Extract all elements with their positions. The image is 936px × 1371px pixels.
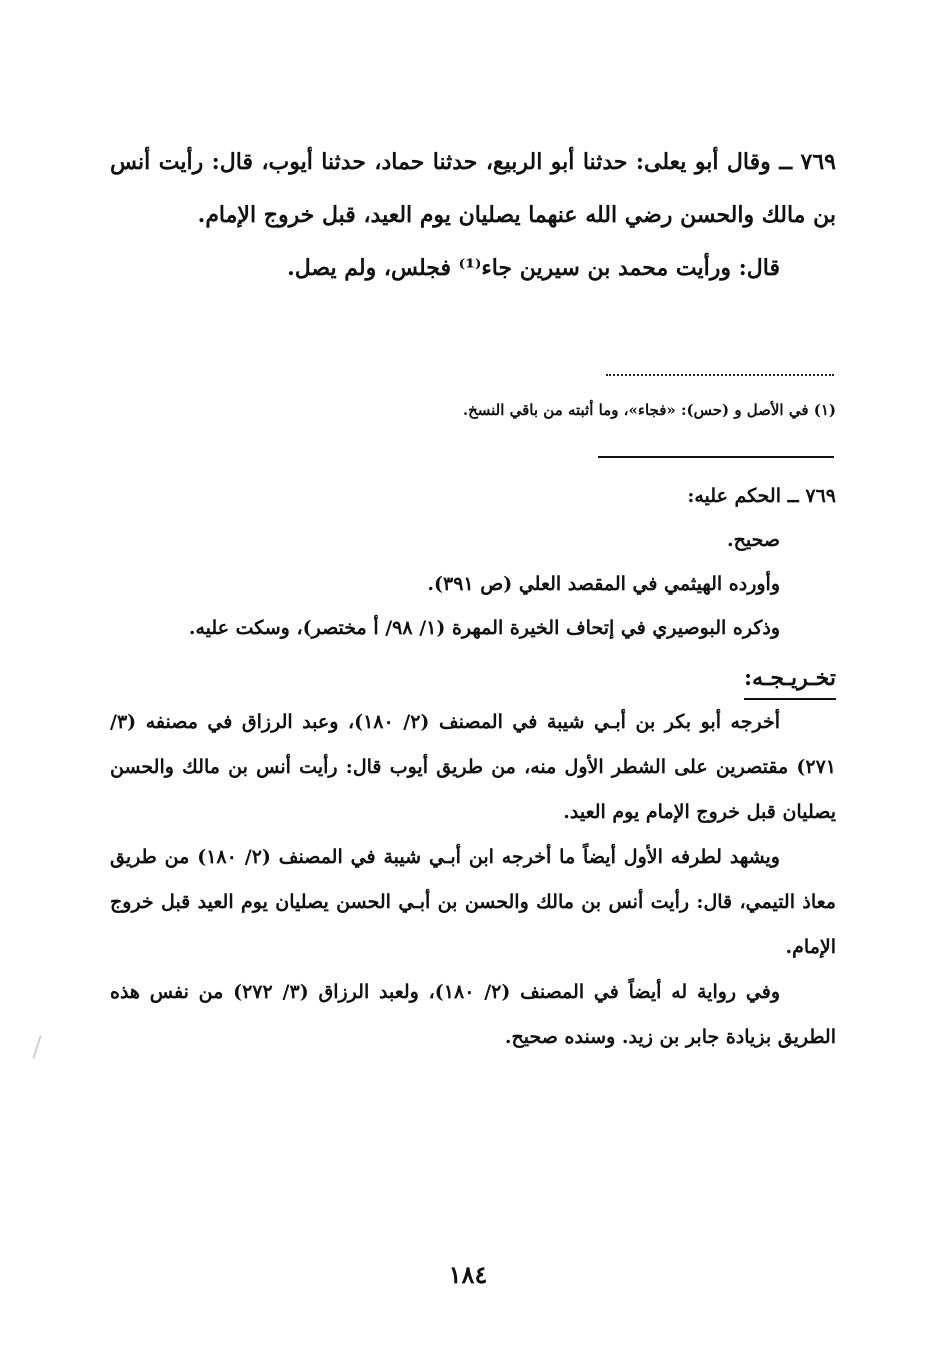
section-divider	[598, 456, 834, 458]
ruling-line: وأورده الهيثمي في المقصد العلي (ص ٣٩١).	[427, 573, 780, 595]
page-number: ١٨٤	[448, 1260, 488, 1289]
takhrij-paragraph: أخرجه أبو بكر بن أبـي شيبة في المصنف (٢/ ١٨٠)، وعبد الرزاق في مصنفه (٣/ ٢٧١) مقتصرين على الشطر الأول منه، من طريق أيوب قال: رأيت أنس بن مالك والحسن يصليان قبل خروج الإمام يوم العيد.	[110, 711, 836, 823]
hadith-paragraph: ٧٦٩ ــ وقال أبو يعلى: حدثنا أبو الربيع، حدثنا حماد، حدثنا أيوب، قال: رأيت أنس بن مالك والحسن رضي الله عنهما يصليان يوم العيد، قبل خروج الإمام.	[110, 149, 836, 228]
ruling-section	[110, 474, 836, 650]
takhrij-paragraph: ويشهد لطرفه الأول أيضاً ما أخرجه ابن أبـي شيبة في المصنف (٢/ ١٨٠) من طريق معاذ التيمي، قال: رأيت أنس بن مالك والحسن بن أبـي الحسن يصليان يوم العيد قبل خروج الإمام.	[110, 846, 836, 958]
hadith-paragraph: قال: ورأيت محمد بن سيرين جاء⁽¹⁾ فجلس، ولم يصل.	[287, 255, 780, 281]
footnote-separator	[606, 362, 834, 376]
footnote: (١) في الأصل و (حس): «فجاء»، وما أثبته من باقي النسخ.	[462, 401, 836, 419]
takhrij-paragraph: وفي رواية له أيضاً في المصنف (٢/ ١٨٠)، ولعبد الرزاق (٣/ ٢٧٢) من نفس هذه الطريق بزيادة جابر بن زيد. وسنده صحيح.	[110, 981, 836, 1048]
takhrij-section	[110, 700, 836, 1060]
takhrij-heading: تخـريـجـه:	[744, 660, 836, 700]
ruling-heading: ٧٦٩ ــ الحكم عليه:	[687, 485, 836, 507]
ruling-line: صحيح.	[726, 529, 780, 551]
scan-mark	[32, 1035, 41, 1058]
ruling-line: وذكره البوصيري في إتحاف الخيرة المهرة (١/ ٩٨/ أ مختصر)، وسكت عليه.	[188, 617, 780, 639]
hadith-text	[110, 136, 836, 295]
